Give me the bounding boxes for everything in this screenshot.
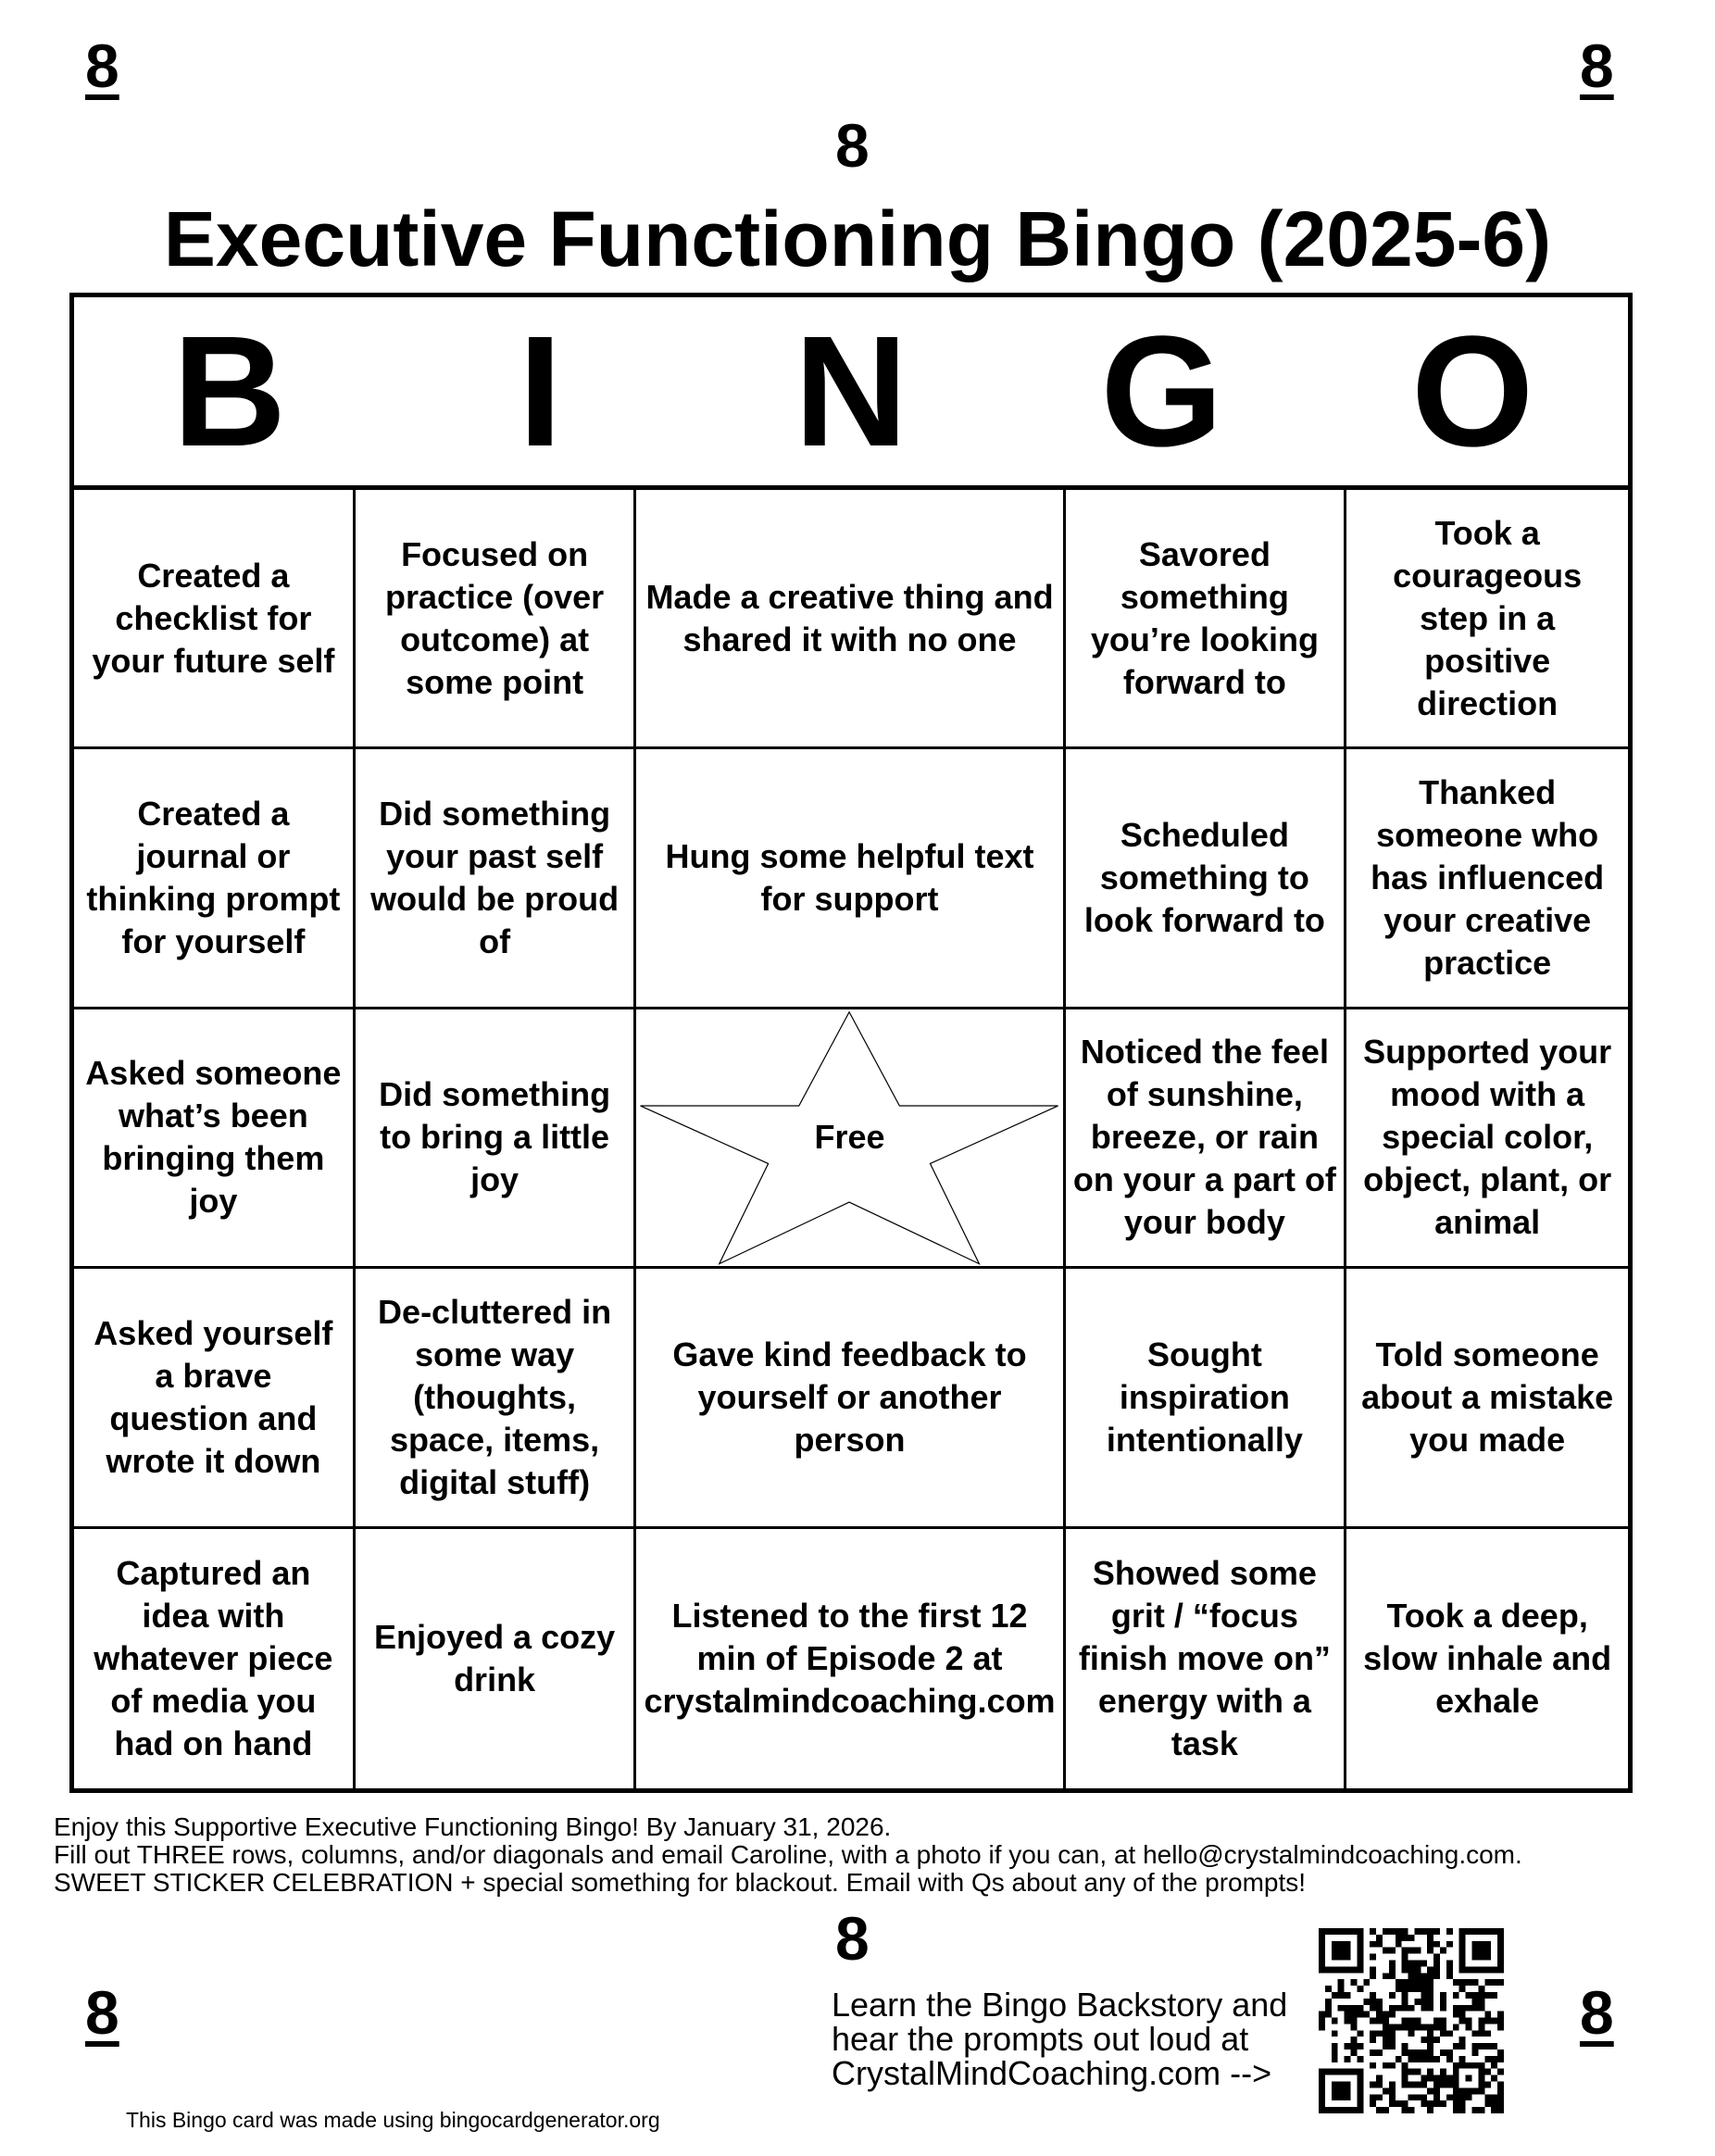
card-number-bottom-center: 8 [835,1904,870,1973]
bingo-header-row [74,297,1628,490]
bingo-cell[interactable]: Did something to bring a little joy [356,1009,637,1269]
bingo-cell[interactable]: Supported your mood with a special color, object, plant, or animal [1346,1009,1628,1269]
bingo-cell[interactable]: Told someone about a mistake you made [1346,1269,1628,1528]
card-number-top-left: 8 [85,31,119,100]
bingo-grid [74,490,1628,1788]
footer-instructions-line-1: Enjoy this Supportive Executive Functioning Bingo! By January 31, 2026. [54,1812,892,1841]
bingo-cell[interactable]: Did something your past self would be proud of [356,749,637,1009]
header-letter-n: N [794,303,908,480]
bingo-cell[interactable]: Listened to the first 12 min of Episode 2 at crystalmindcoaching.com [636,1529,1065,1788]
backstory-text [832,1987,1313,2090]
bingo-cell[interactable]: Hung some helpful text for support [636,749,1065,1009]
bingo-cell[interactable]: Created a journal or thinking prompt for yourself [74,749,356,1009]
bingo-cell[interactable]: De-cluttered in some way (thoughts, space, items, digital stuff) [356,1269,637,1528]
header-letter-i: I [518,303,562,480]
bingo-cell[interactable]: Asked yourself a brave question and wrote it down [74,1269,356,1528]
bingo-cell[interactable]: Took a courageous step in a positive direction [1346,490,1628,749]
bingo-cell[interactable]: Focused on practice (over outcome) at some point [356,490,637,749]
backstory-line: Learn the Bingo Backstory and [832,1986,1288,2024]
backstory-line[interactable]: CrystalMindCoaching.com --> [832,2054,1272,2092]
bingo-cell[interactable]: Noticed the feel of sunshine, breeze, or rain on your a part of your body [1066,1009,1347,1269]
free-space-cell[interactable] [636,1009,1065,1269]
qr-code-icon[interactable] [1319,1928,1504,2113]
free-space-label: Free [814,1118,885,1157]
bingo-cell[interactable]: Took a deep, slow inhale and exhale [1363,1596,1612,1720]
bingo-cell[interactable]: Created a checklist for your future self [74,490,356,749]
bingo-board [69,293,1633,1793]
card-number-bottom-left: 8 [85,1978,119,2047]
bingo-cell[interactable]: Showed some grit / “focus finish move on” energy with a task [1066,1529,1347,1788]
card-number-bottom-right: 8 [1580,1978,1614,2047]
footer-instructions-line-2: Fill out THREE rows, columns, and/or diagonals and email Caroline, with a photo if you can, at hello@crystalmindcoaching.com. [54,1840,1522,1869]
bingo-cell[interactable]: Scheduled something to look forward to [1066,749,1347,1009]
page-title: Executive Functioning Bingo (2025-6) [163,195,1552,282]
generator-credit: This Bingo card was made using bingocardgenerator.org [126,2108,660,2132]
bingo-cell[interactable]: Made a creative thing and shared it with no one [636,490,1065,749]
bingo-cell[interactable]: Asked someone what’s been bringing them joy [74,1009,356,1269]
bingo-cell[interactable]: Thanked someone who has influenced your creative practice [1346,749,1628,1009]
bingo-cell[interactable]: Enjoyed a cozy drink [356,1529,637,1788]
bingo-cell[interactable]: Gave kind feedback to yourself or another person [636,1269,1065,1528]
header-letter-o: O [1411,303,1534,480]
backstory-line: hear the prompts out loud at [832,2020,1249,2058]
bingo-cell[interactable]: Savored something you’re looking forward to [1066,490,1347,749]
header-letter-g: G [1100,303,1223,480]
card-number-top-center: 8 [835,111,870,180]
bingo-cell[interactable]: Captured an idea with whatever piece of media you had on hand [74,1529,356,1788]
bingo-cell[interactable]: Sought inspiration intentionally [1066,1269,1347,1528]
footer-instructions-line-3: SWEET STICKER CELEBRATION + special something for blackout. Email with Qs about any of the prompts! [54,1868,1307,1897]
header-letter-b: B [172,303,287,480]
card-number-top-right: 8 [1580,31,1614,100]
